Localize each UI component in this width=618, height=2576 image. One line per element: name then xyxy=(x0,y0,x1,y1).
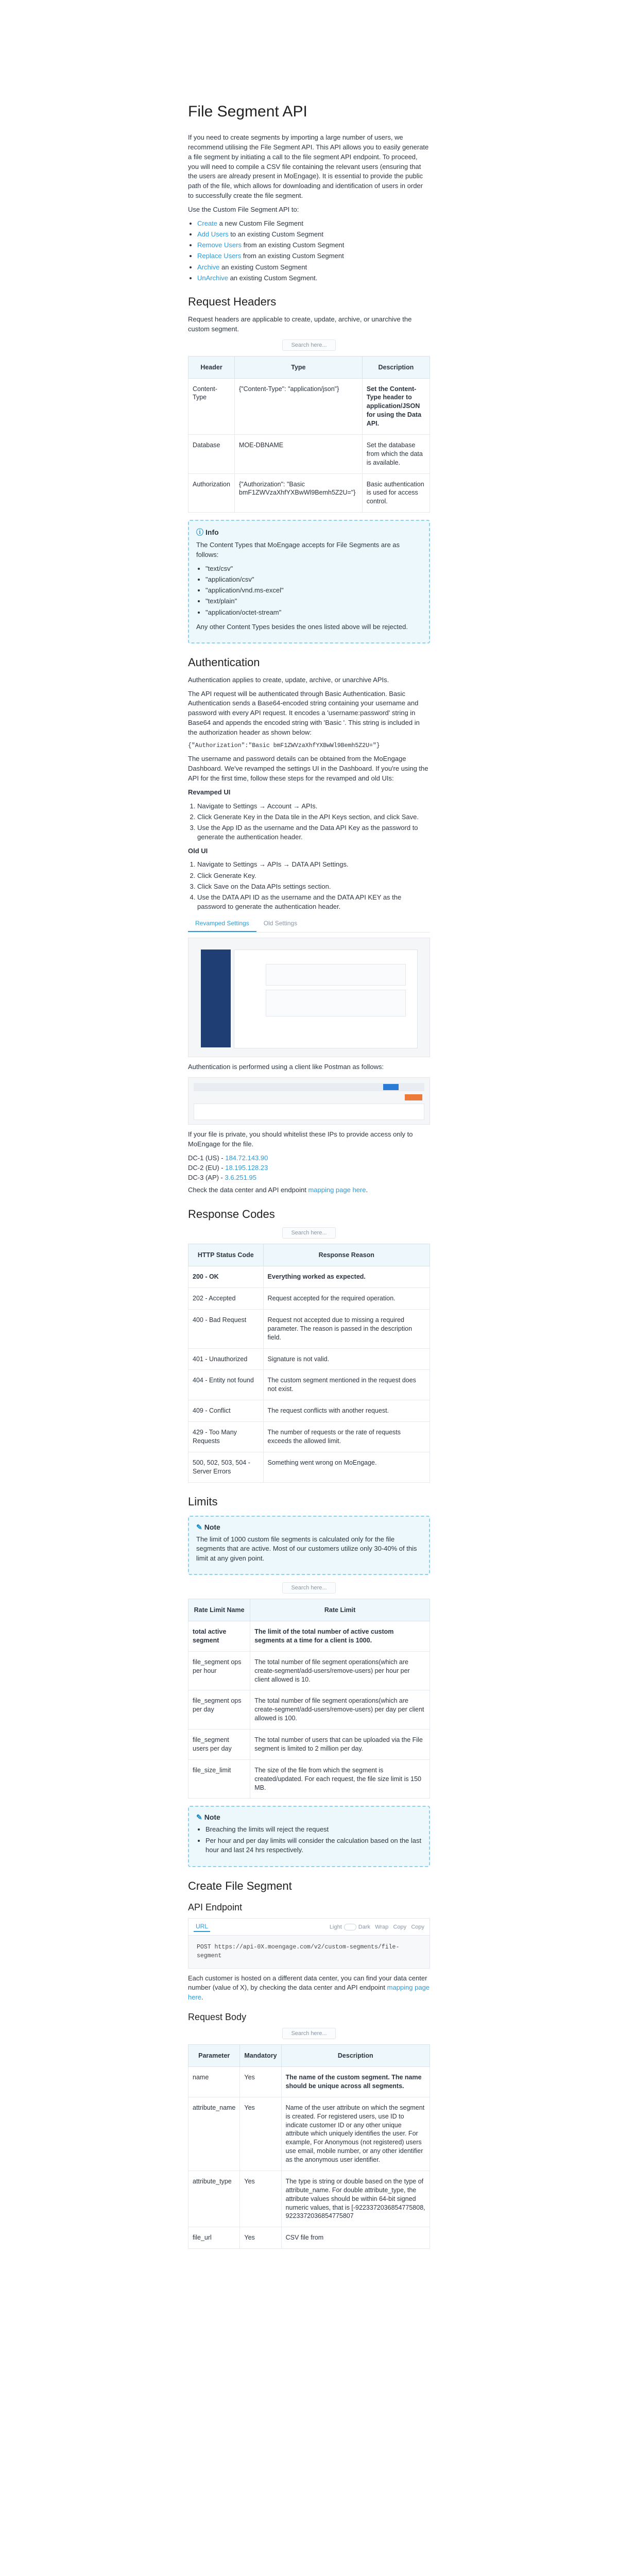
copy-button[interactable]: Copy xyxy=(393,1923,407,1930)
limits-table xyxy=(188,1599,430,1799)
note-icon: ✎ xyxy=(196,1813,202,1822)
table-row: 500, 502, 503, 504 - Server Errors Something went wrong on MoEngage. xyxy=(188,1452,430,1482)
use-link-create[interactable]: Create xyxy=(197,219,218,227)
note-icon: ✎ xyxy=(196,1522,202,1531)
column-header: Response Reason xyxy=(263,1244,430,1266)
table-row: attribute_type Yes The type is string or double based on the type of attribute_name. For double attribute_type, the attribute values should be within 64-bit signed numeric values, that is [-9223372036854775808, 9223372036854775807 xyxy=(188,2171,430,2227)
limits-heading: Limits xyxy=(188,1495,218,1508)
table-row: file_segment ops per hour The total number of file segment operations(which are create-segment/add-users/remove-users) per hour per client allowed is 10. xyxy=(188,1651,430,1690)
wrap-button[interactable]: Wrap xyxy=(375,1923,389,1930)
intro-paragraph: If you need to create segments by importing a large number of users, we recommend utilising the File Segment API. This API allows you to easily generate a file segment by initiating a call to the file segment API endpoint. To proceed, you will need to compile a CSV file containing the relevant users (ensuring that the users are already present in MoEngage). It is essential to provide the public path of the file, which allows for downloading and identification of users in order to successfully create the file segment. xyxy=(188,133,429,200)
create-heading: Create File Segment xyxy=(188,1879,292,1893)
search-input[interactable]: Search here... xyxy=(282,1582,335,1594)
column-header: Rate Limit Name xyxy=(188,1599,250,1621)
table-row: file_segment ops per day The total number of file segment operations(which are create-segment/add-users/remove-users) per day per client allowed is 100. xyxy=(188,1690,430,1730)
table-row: 202 - Accepted Request accepted for the required operation. xyxy=(188,1288,430,1310)
revamped-steps: 1. Navigate to Settings → Account → APIs. 2. Click Generate Key in the Data tile in the API Keys section, and click Save. 3. Use the App ID as the username and the Data API Key as the password to generate the authentication header. xyxy=(197,802,430,842)
column-header: Parameter xyxy=(188,2045,240,2067)
search-input[interactable]: Search here... xyxy=(282,1227,335,1239)
tab-url[interactable]: URL xyxy=(194,1922,210,1932)
request-headers-table xyxy=(188,356,430,513)
endpoint-code: POST https://api-0X.moengage.com/v2/custom-segments/file-segment xyxy=(188,1936,430,1968)
revamped-ui-label: Revamped UI xyxy=(188,788,231,796)
use-link-replace-users[interactable]: Replace Users xyxy=(197,252,242,260)
column-header: Description xyxy=(362,356,430,378)
endpoint-heading: API Endpoint xyxy=(188,1902,243,1913)
use-item: • Add Users to an existing Custom Segment xyxy=(197,230,430,239)
tab-old-settings[interactable]: Old Settings xyxy=(263,920,298,927)
table-row: name Yes The name of the custom segment. The name should be unique across all segments. xyxy=(188,2067,430,2097)
request-body-table xyxy=(188,2044,430,2249)
table-row: total active segment The limit of the total number of active custom segments at a time for a client is 1000. xyxy=(188,1621,430,1652)
column-header: Rate Limit xyxy=(250,1599,430,1621)
table-row: Content-Type {"Content-Type": "application/json"} Set the Content-Type header to application/JSON for using the Data API. xyxy=(188,378,430,434)
table-search xyxy=(188,340,430,351)
request-headers-desc: Request headers are applicable to create, update, archive, or unarchive the custom segment. xyxy=(188,315,412,333)
uses-list xyxy=(197,219,430,283)
old-steps: 1. Navigate to Settings → APIs → DATA API Settings. 2. Click Generate Key. 3. Click Save on the Data APIs settings section. 4. Use the DATA API ID as the username and the DATA API KEY as the password to generate the authentication header. xyxy=(197,860,430,911)
response-codes-table xyxy=(188,1244,430,1482)
response-codes-heading: Response Codes xyxy=(188,1208,275,1221)
callout-title: Info xyxy=(205,528,219,537)
table-row: attribute_name Yes Name of the user attribute on which the segment is created. For registered users, use ID to indicate customer ID or any other unique attribute which uniquely identifies the user. For example, For Anonymous (not registered) users use email, mobile number, or any other identifier as the anonymous user identifier. xyxy=(188,2097,430,2171)
request-body-heading: Request Body xyxy=(188,2012,247,2023)
old-ui-label: Old UI xyxy=(188,846,208,855)
table-row: file_size_limit The size of the file from which the segment is created/updated. For each request, the file size limit is 150 MB. xyxy=(188,1759,430,1799)
table-row: 401 - Unauthorized Signature is not valid. xyxy=(188,1348,430,1370)
table-row: 429 - Too Many Requests The number of requests or the rate of requests exceeds the allowed limit. xyxy=(188,1422,430,1452)
settings-tabs xyxy=(188,916,430,933)
use-link-archive[interactable]: Archive xyxy=(197,263,220,271)
table-row: file_url Yes CSV file from xyxy=(188,2227,430,2249)
use-link-unarchive[interactable]: UnArchive xyxy=(197,274,228,282)
table-row: 409 - Conflict The request conflicts with another request. xyxy=(188,1400,430,1422)
search-input[interactable]: Search here... xyxy=(282,340,335,351)
column-header: Type xyxy=(235,356,363,378)
request-headers-heading: Request Headers xyxy=(188,295,277,308)
table-row: Database MOE-DBNAME Set the database from which the data is available. xyxy=(188,434,430,473)
tab-revamped-settings[interactable]: Revamped Settings xyxy=(188,916,256,932)
column-header: Header xyxy=(188,356,235,378)
column-header: HTTP Status Code xyxy=(188,1244,264,1266)
use-item: • Remove Users from an existing Custom Segment xyxy=(197,241,430,250)
use-item: • Archive an existing Custom Segment xyxy=(197,263,430,272)
copy-button[interactable]: Copy xyxy=(411,1923,424,1930)
use-item: • Create a new Custom File Segment xyxy=(197,219,430,228)
table-row: 400 - Bad Request Request not accepted due to missing a required parameter. The reason is passed in the description field. xyxy=(188,1309,430,1348)
table-row: 200 - OK Everything worked as expected. xyxy=(188,1266,430,1288)
theme-toggle[interactable] xyxy=(344,1924,356,1930)
info-callout: ⓘ Info The Content Types that MoEngage accepts for File Segments are as follows: • "text/csv" • "application/csv" • "application/vnd.ms-excel" • "text/plain" • "application/octet-stream" Any other Content Types besides the ones listed above will be rejected. xyxy=(188,520,430,643)
mapping-page-link[interactable]: mapping page here xyxy=(308,1186,366,1194)
article: File Segment API If you need to create segments by importing a large number of users, we recommend utilising the File Segment API. This API allows you to easily generate a file segment by initiating a call to the file segment API endpoint. To proceed, you will need to compile a CSV file containing the relevant users (ensuring that the users are already present in MoEngage). It is essential to provide the public path of the file, which allows for downloading and identification of users in order to successfully create the file segment. Use the Custom File Segment API to: • Create a new Custom File Segment • Add Users to an existing Custom Segment • Remove Users from an existing Custom Segment • Replace Users from an existing Custom Segment • Archive an existing Custom Segment • UnArchive an existing Custom Segment. Request Headers Request headers are applicable to create, update, archive, or unarchive the custom segment. Search here... Header Type Description Content-Type {"Content-Type": "application/json"} Set the Content-Type header to application/JSON for using the Data API. Database MOE-DBNAME Set the database from which the data is available. Authorization {"Authorization": "Basic bmF1ZWVzaXhfYXBwWl9Bemh5Z2U="} Basic authentication is used for access control. ⓘ Info The Content Types that MoEngage accepts for File Segments are as follows: • "text/csv" • "application/csv" • "application/vnd.ms-excel" • "text/plain" • "application/octet-stream" Any other Content Types besides the ones listed above will be rejected. Authentication Authentication applies to create, update, archive, or unarchive APIs. The API request will be authenticated through Basic Authentication. Basic Authentication sends a Base64-encoded string containing your username and password with every API request. It encodes a 'username:password' string in Base64 and appends the encoded string with 'Basic '. This string is included in the authorization header as shown below: {"Authorization":"Basic bmF1ZWVzaXhfYXBwWl9Bemh5Z2U="} The username and password details can be obtained from the MoEngage Dashboard. We've revamped the settings UI in the Dashboard. If you're using the API for the first time, follow these steps for the revamped and old UIs: Revamped UI 1. Navigate to Settings → Account → APIs. 2. Click Generate Key in the Data tile in the API Keys section, and click Save. 3. Use the App ID as the username and the Data API Key as the password to generate the authentication header. Old UI 1. Navigate to Settings → APIs → DATA API Settings. 2. Click Generate Key. 3. Click Save on the Data APIs settings section. 4. Use the DATA API ID as the username and the DATA API KEY as the password to generate the authentication header. Revamped Settings Old Settings Authentication is performed using a client like Postman as follows: If your file is private, you should whitelist these IPs to provide access only to MoEngage for the file. DC-1 (US) - 184.72.143.90 DC-2 (EU) - 18.195.128.23 DC-3 (AP) - 3.6.251.95 Check the data center and API endpoint mapping page here. Response Codes Search here... HTTP Status Code Response Reason 200 - OK Everything worked as expected. 202 - Accepted Request accepted for the required operation. 400 - Bad Request Request not accepted due to missing a required parameter. The reason is passed in the description field. 401 - Unauthorized Signature is not valid. 404 - Entity not found The custom segment mentioned in the request does not exist. 409 - Conflict The request conflicts with another request. 429 - Too Many Requests The number of requests or the rate of requests exceeds the allowed limit. 500, 502, 503, 504 - Server Errors Something went wrong on MoEngage. Limits ✎ Note The limit of 1000 custom file segments is calculated only for the file segments that are active. Most of our customers utilize only 30-40% of this limit at any given point. Search here... Rate Limit Name Rate Limit total active segment The limit of the total number of active custom segments at a time for a client is 1000. file_segment ops per hour The total number of file segment operations(which are create-segment/add-users/remove-users) per hour per client allowed is 10. file_segment ops per day The total number of file segment operations(which are create-segment/add-users/remove-users) per day per client allowed is 100. file_segment users per day The total number of users that can be uploaded via the File segment is limited to 2 million per day. file_size_limit The size of the file from which the segment is created/updated. For each request, the file size limit is 150 MB. ✎ Note • Breaching the limits will reject the request • Per hour and per day limits will consider the calculation based on the last hour and last 24 hrs respectively. Create File Segment API Endpoint URL Light Dark Wrap Copy Copy POST https://api-0X.moengage.com/v2/custom-segments/file-segment Each customer is hosted on a different data center, you can find your data center number (value of X), by checking the data center and API endpoint mapping page here. Request Body Search here... Parameter Mandatory Description name Yes The name of the custom segment. The name should be unique across all segments. attribute_name Yes Name of the user attribute on which the segment is created. For registered users, use ID to indicate customer ID or any other unique attribute which uniquely identifies the user. For example, For Anonymous (not registered) users use email, mobile number, or any other identifier as the anonymous user identifier. attribute_type Yes The type is string or double based on the type of attribute_name. For double attribute_type, the attribute values should be within 64-bit signed numeric values, that is [-9223372036854775808, 9223372036854775807 file_url Yes CSV file from xyxy=(188,0,430,2249)
postman-screenshot xyxy=(188,1077,430,1125)
use-intro: Use the Custom File Segment API to: xyxy=(188,205,299,213)
table-row: 404 - Entity not found The custom segment mentioned in the request does not exist. xyxy=(188,1370,430,1400)
info-icon: ⓘ xyxy=(196,528,203,537)
note-callout: ✎ Note The limit of 1000 custom file segments is calculated only for the file segments that are active. Most of our customers utilize only 30-40% of this limit at any given point. xyxy=(188,1516,430,1575)
settings-screenshot xyxy=(188,938,430,1057)
use-item: • UnArchive an existing Custom Segment. xyxy=(197,274,430,283)
note-callout: ✎ Note • Breaching the limits will reject the request • Per hour and per day limits will consider the calculation based on the last hour and last 24 hrs respectively. xyxy=(188,1806,430,1867)
use-link-remove-users[interactable]: Remove Users xyxy=(197,241,242,249)
table-row: file_segment users per day The total number of users that can be uploaded via the File segment is limited to 2 million per day. xyxy=(188,1730,430,1760)
table-row: Authorization {"Authorization": "Basic bmF1ZWVzaXhfYXBwWl9Bemh5Z2U="} Basic authentication is used for access control. xyxy=(188,473,430,513)
code-block: URL Light Dark Wrap Copy Copy POST https://api-0X.moengage.com/v2/custom-segments/file-segment xyxy=(188,1918,430,1969)
column-header: Description xyxy=(281,2045,430,2067)
mapping-page-link[interactable]: mapping page here xyxy=(188,1984,430,2002)
page-title: File Segment API xyxy=(188,103,307,120)
use-link-add-users[interactable]: Add Users xyxy=(197,230,229,238)
use-item: • Replace Users from an existing Custom Segment xyxy=(197,251,430,261)
authentication-heading: Authentication xyxy=(188,655,260,669)
column-header: Mandatory xyxy=(240,2045,281,2067)
search-input[interactable]: Search here... xyxy=(282,2028,335,2039)
